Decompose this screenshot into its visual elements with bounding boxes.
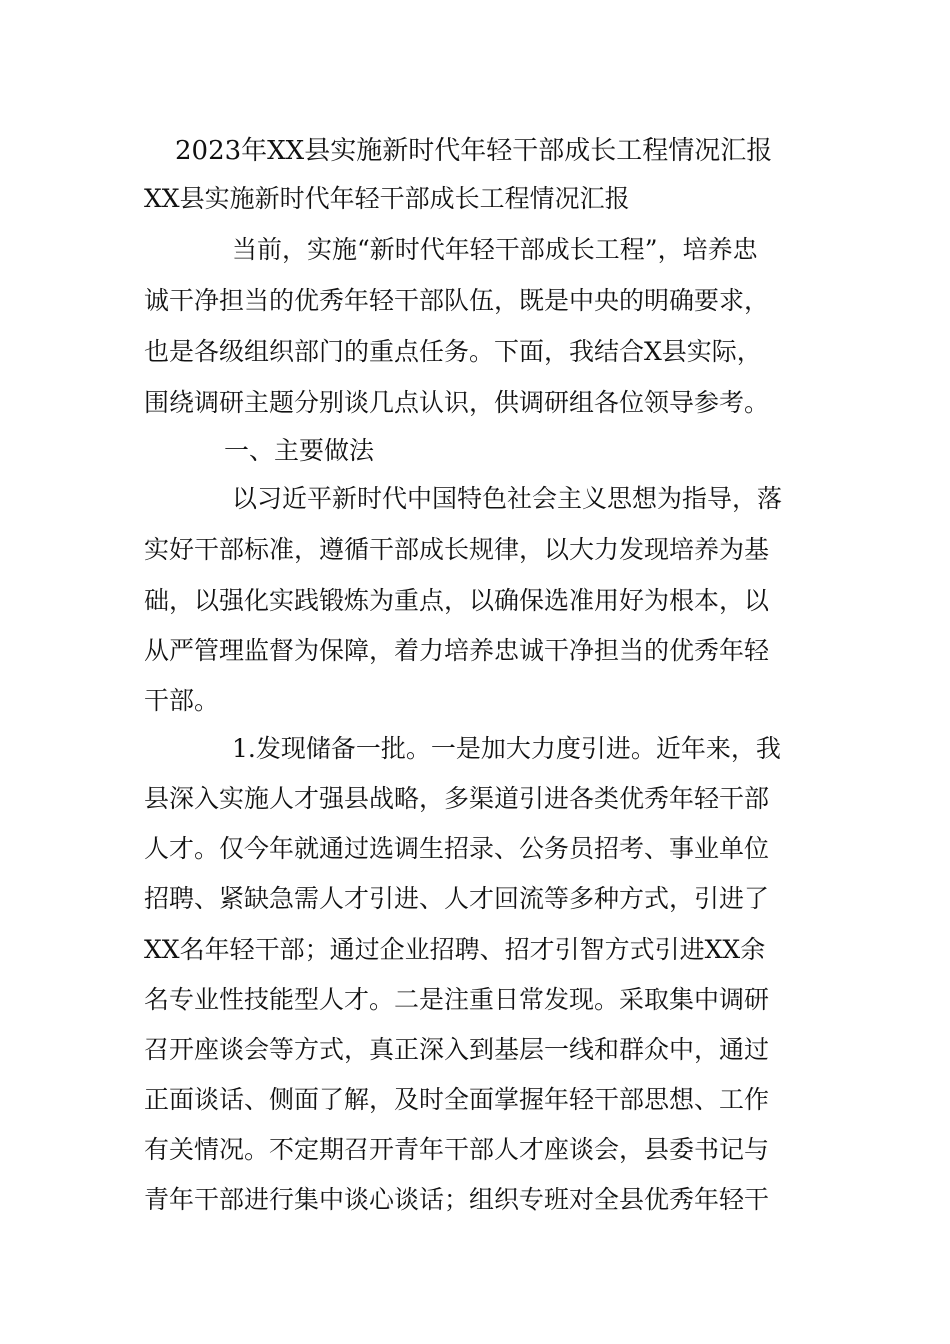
paragraph-line: 从严管理监督为保障，着力培养忠诚干净担当的优秀年轻 [144,636,770,665]
paragraph-line: 县深入实施人才强县战略，多渠道引进各类优秀年轻干部 [144,784,770,813]
paragraph-line: 实好干部标准，遵循干部成长规律，以大力发现培养为基 [144,535,770,564]
section-heading: 一、主要做法 [224,436,375,465]
paragraph-line: 当前，实施“新时代年轻干部成长工程”，培养忠 [232,235,758,264]
paragraph-line: 召开座谈会等方式，真正深入到基层一线和群众中，通过 [144,1035,770,1064]
paragraph-line: 围绕调研主题分别谈几点认识，供调研组各位领导参考。 [144,388,770,417]
paragraph-line: 名专业性技能型人才。二是注重日常发现。采取集中调研 [144,985,770,1014]
paragraph-line: 招聘、紧缺急需人才引进、人才回流等多种方式，引进了 [144,884,770,913]
paragraph-line: 人才。仅今年就通过选调生招录、公务员招考、事业单位 [144,834,770,863]
document-title: 2023年XX县实施新时代年轻干部成长工程情况汇报 [175,136,773,166]
paragraph-line: 1.发现储备一批。一是加大力度引进。近年来，我 [232,734,781,763]
paragraph-line: 有关情况。不定期召开青年干部人才座谈会，县委书记与 [144,1135,770,1164]
paragraph-line: 也是各级组织部门的重点任务。下面，我结合X县实际， [144,337,762,366]
paragraph-line: XX名年轻干部；通过企业招聘、招才引智方式引进XX余 [144,935,766,964]
document-subtitle: XX县实施新时代年轻干部成长工程情况汇报 [144,184,630,213]
paragraph-line: 诚干净担当的优秀年轻干部队伍，既是中央的明确要求， [144,286,770,315]
paragraph-line: 干部。 [144,686,220,715]
paragraph-line: 青年干部进行集中谈心谈话；组织专班对全县优秀年轻干 [144,1185,770,1214]
paragraph-line: 以习近平新时代中国特色社会主义思想为指导，落 [232,484,783,513]
paragraph-line: 础，以强化实践锻炼为重点，以确保选准用好为根本，以 [144,586,770,615]
paragraph-line: 正面谈话、侧面了解，及时全面掌握年轻干部思想、工作 [144,1085,770,1114]
